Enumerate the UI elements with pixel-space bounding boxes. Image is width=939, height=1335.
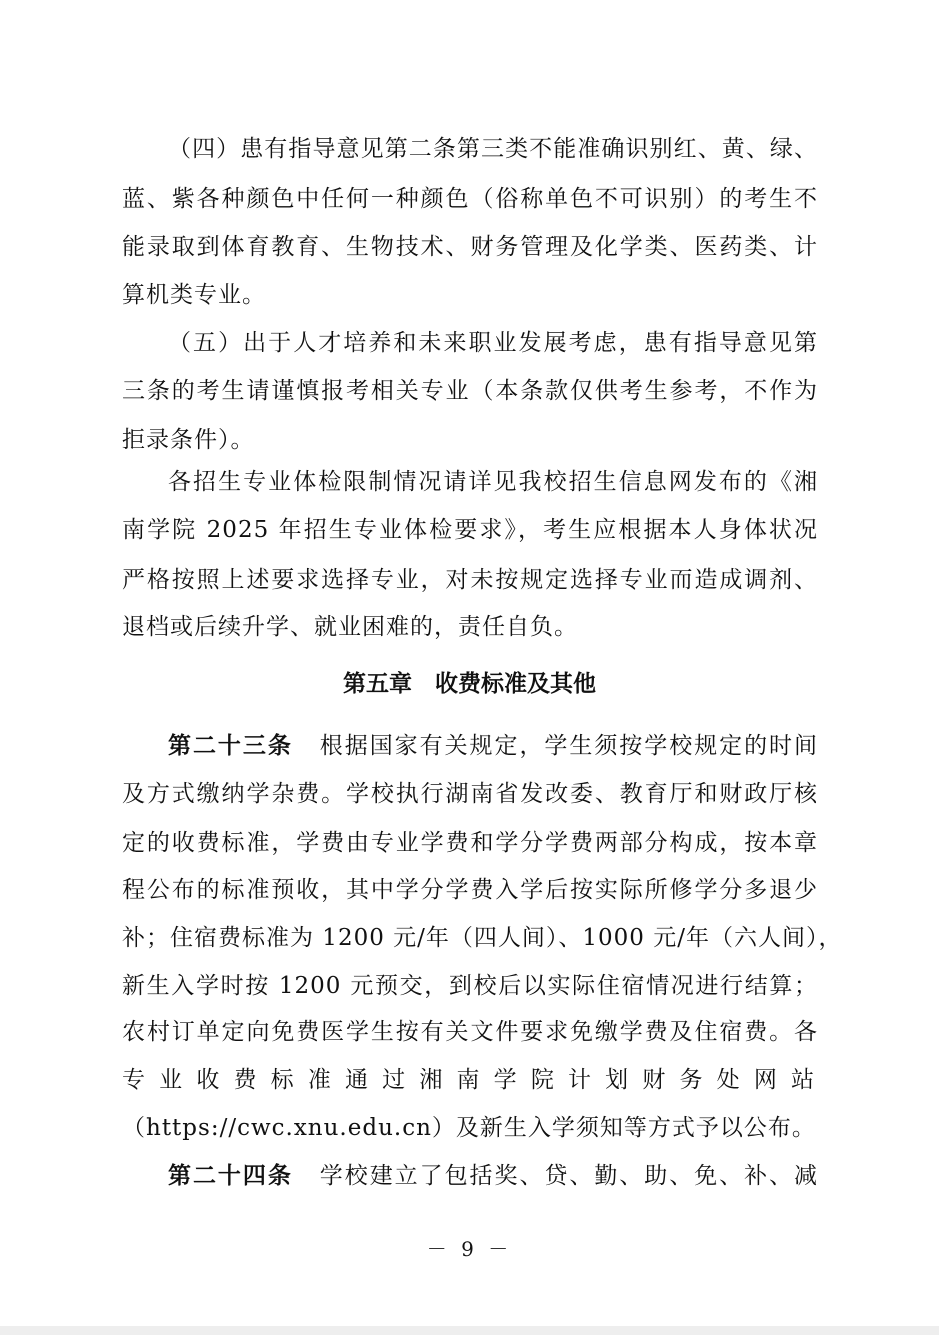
para4-line-3: 能录取到体育教育、生物技术、财务管理及化学类、医药类、计 bbox=[122, 234, 818, 260]
para6-line-4: 退档或后续升学、就业困难的，责任自负。 bbox=[122, 614, 578, 640]
para5-line-3: 拒录条件）。 bbox=[122, 427, 255, 453]
article23-line-5: 补；住宿费标准为 1200 元/年（四人间）、1000 元/年（六人间）， bbox=[122, 925, 843, 951]
article23-line-3: 定的收费标准，学费由专业学费和学分学费两部分构成，按本章 bbox=[122, 830, 818, 856]
chapter-title bbox=[0, 668, 939, 700]
article23-line-7: 农村订单定向免费医学生按有关文件要求免缴学费及住宿费。各 bbox=[122, 1019, 818, 1045]
article23-line-2: 及方式缴纳学杂费。学校执行湖南省发改委、教育厅和财政厅核 bbox=[122, 781, 818, 807]
article23-line-6: 新生入学时按 1200 元预交，到校后以实际住宿情况进行结算； bbox=[122, 973, 818, 999]
para5-line-2: 三条的考生请谨慎报考相关专业（本条款仅供考生参考，不作为 bbox=[122, 378, 818, 404]
article24-heading: 第二十四条 bbox=[168, 1163, 293, 1189]
article24-first-line: 学校建立了包括奖、贷、勤、助、免、补、减 bbox=[318, 1163, 819, 1189]
para6-line-2: 南学院 2025 年招生专业体检要求》，考生应根据本人身体状况 bbox=[122, 517, 818, 543]
article23-first-line: 根据国家有关规定，学生须按学校规定的时间 bbox=[318, 733, 819, 759]
article23-line-1 bbox=[168, 730, 818, 762]
page-bottom-edge bbox=[0, 1326, 939, 1335]
article23-line-9: （https://cwc.xnu.edu.cn）及新生入学须知等方式予以公布。 bbox=[122, 1115, 816, 1141]
article23-line-8: 专业收费标准通过湘南学院计划财务处网站 bbox=[122, 1067, 818, 1093]
para4-line-4: 算机类专业。 bbox=[122, 282, 266, 308]
article24-line-1 bbox=[168, 1160, 818, 1192]
article23-heading: 第二十三条 bbox=[168, 733, 293, 759]
para5-line-1: （五）出于人才培养和未来职业发展考虑，患有指导意见第 bbox=[168, 330, 818, 356]
para4-line-2: 蓝、紫各种颜色中任何一种颜色（俗称单色不可识别）的考生不 bbox=[122, 186, 818, 212]
para6-line-1: 各招生专业体检限制情况请详见我校招生信息网发布的《湘 bbox=[168, 469, 818, 495]
para4-line-1: （四）患有指导意见第二条第三类不能准确识别红、黄、绿、 bbox=[168, 136, 818, 162]
chapter-title-text: 第五章 收费标准及其他 bbox=[343, 671, 596, 697]
para6-line-3: 严格按照上述要求选择专业，对未按规定选择专业而造成调剂、 bbox=[122, 567, 818, 593]
page-number: － 9 － bbox=[426, 1237, 513, 1261]
article23-line-4: 程公布的标准预收，其中学分学费入学后按实际所修学分多退少 bbox=[122, 877, 818, 903]
